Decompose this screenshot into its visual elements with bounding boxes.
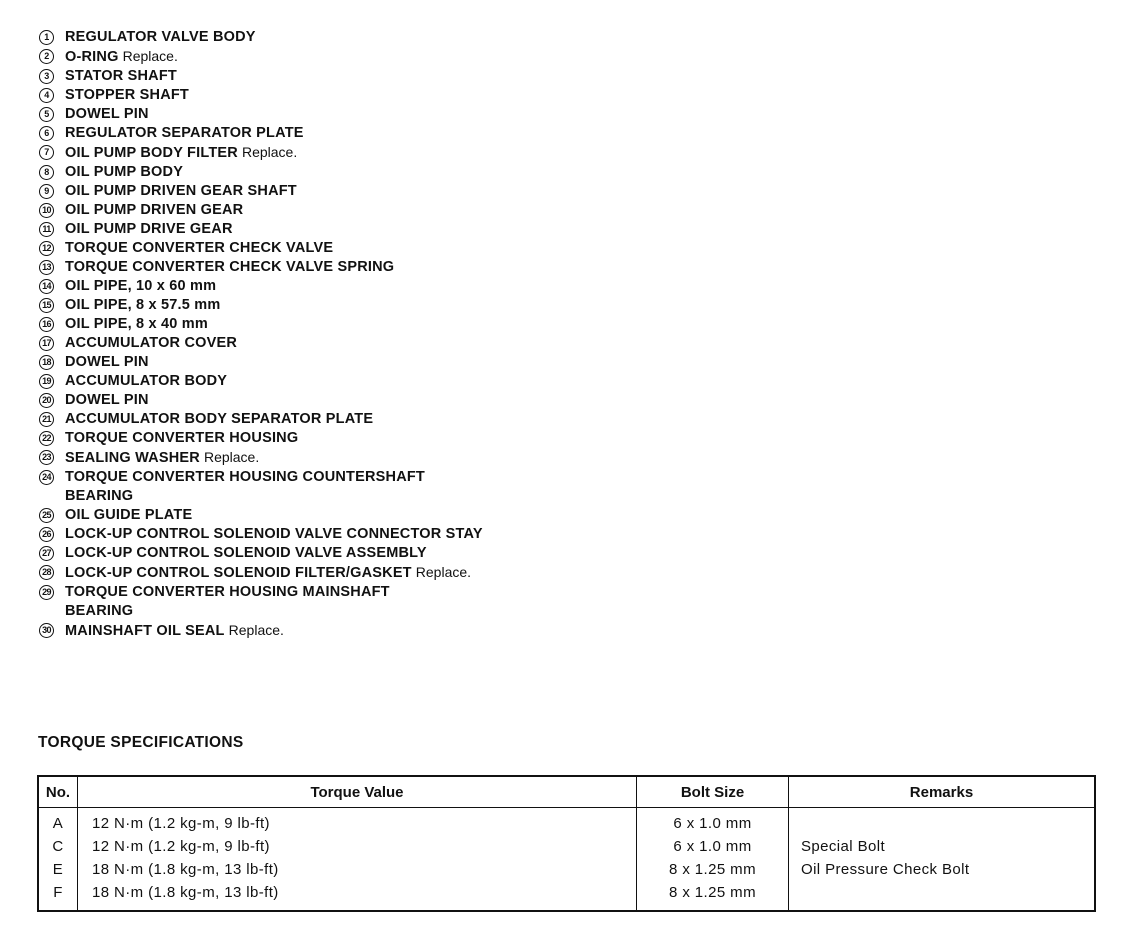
table-header-row	[38, 776, 1095, 808]
part-name: DOWEL PIN	[65, 106, 149, 122]
part-number-badge: 10	[38, 201, 58, 220]
part-item	[38, 391, 518, 410]
part-number-badge: 19	[38, 372, 58, 391]
part-number-badge: 9	[38, 182, 58, 201]
table-row	[38, 858, 1095, 881]
cell-bolt-size: 6 x 1.0 mm	[637, 835, 789, 858]
part-name: OIL PIPE, 10 x 60 mm	[65, 278, 217, 294]
part-name: REGULATOR VALVE BODY	[65, 29, 256, 45]
part-name: OIL PIPE, 8 x 57.5 mm	[65, 297, 221, 313]
cell-no: C	[52, 838, 64, 855]
part-name: OIL PUMP DRIVEN GEAR SHAFT	[65, 183, 297, 199]
part-item	[38, 429, 518, 448]
part-number-badge: 4	[38, 86, 58, 105]
cell-remarks: Special Bolt	[789, 835, 1096, 858]
table-row	[38, 835, 1095, 858]
cell-bolt-size: 8 x 1.25 mm	[637, 881, 789, 911]
torque-specifications-table	[37, 775, 1096, 912]
part-item	[38, 296, 518, 315]
part-name: ACCUMULATOR COVER	[65, 335, 238, 351]
part-item	[38, 239, 518, 258]
part-item	[38, 448, 518, 468]
cell-bolt-size: 8 x 1.25 mm	[637, 858, 789, 881]
part-number-badge: 8	[38, 163, 58, 182]
cell-no: A	[52, 815, 64, 832]
part-item	[38, 67, 518, 86]
part-number-badge: 14	[38, 277, 58, 296]
part-item	[38, 163, 518, 182]
part-item	[38, 506, 518, 525]
cell-torque-value: 12 N·m (1.2 kg-m, 9 lb-ft)	[78, 835, 637, 858]
part-number-badge: 2	[38, 47, 58, 66]
part-item	[38, 315, 518, 334]
part-note: Replace.	[415, 564, 472, 580]
parts-list	[38, 28, 518, 641]
part-number-badge: 11	[38, 220, 58, 239]
part-name: OIL PUMP DRIVEN GEAR	[65, 202, 244, 218]
part-number-badge: 17	[38, 334, 58, 353]
part-number-badge: 20	[38, 391, 58, 410]
part-number-badge: 3	[38, 67, 58, 86]
part-name: TORQUE CONVERTER HOUSING	[65, 430, 299, 446]
part-name: STATOR SHAFT	[65, 68, 177, 84]
cell-torque-value: 18 N·m (1.8 kg-m, 13 lb-ft)	[78, 881, 637, 911]
column-header-remarks: Remarks	[789, 776, 1096, 808]
part-name: MAINSHAFT OIL SEAL	[65, 623, 225, 639]
part-name: REGULATOR SEPARATOR PLATE	[65, 125, 304, 141]
part-number-badge: 29	[38, 583, 58, 602]
part-number-badge: 27	[38, 544, 58, 563]
part-name: OIL PUMP DRIVE GEAR	[65, 221, 233, 237]
part-item	[38, 220, 518, 239]
part-name: TORQUE CONVERTER HOUSING MAINSHAFT BEARING	[65, 584, 390, 619]
part-name: TORQUE CONVERTER CHECK VALVE	[65, 240, 334, 256]
part-name: OIL GUIDE PLATE	[65, 507, 193, 523]
part-number-badge: 22	[38, 429, 58, 448]
part-item	[38, 583, 518, 621]
part-number-badge: 18	[38, 353, 58, 372]
column-header-bolt-size: Bolt Size	[637, 776, 789, 808]
part-item	[38, 47, 518, 67]
part-item	[38, 86, 518, 105]
part-note: Replace.	[122, 48, 178, 64]
part-number-badge: 16	[38, 315, 58, 334]
part-number-badge: 21	[38, 410, 58, 429]
part-name: TORQUE CONVERTER HOUSING COUNTERSHAFT BEARING	[65, 469, 425, 504]
part-item	[38, 621, 518, 641]
part-name: LOCK-UP CONTROL SOLENOID FILTER/GASKET	[65, 565, 412, 581]
part-number-badge: 24	[38, 468, 58, 487]
cell-torque-value: 18 N·m (1.8 kg-m, 13 lb-ft)	[78, 858, 637, 881]
part-item	[38, 525, 518, 544]
part-item	[38, 182, 518, 201]
part-name: DOWEL PIN	[65, 392, 149, 408]
part-name: LOCK-UP CONTROL SOLENOID VALVE CONNECTOR STAY	[65, 526, 483, 542]
cell-remarks: Oil Pressure Check Bolt	[789, 858, 1096, 881]
part-item	[38, 277, 518, 296]
part-number-badge: 30	[38, 621, 58, 640]
part-number-badge: 15	[38, 296, 58, 315]
part-item	[38, 544, 518, 563]
column-header-torque-value: Torque Value	[78, 776, 637, 808]
part-name: LOCK-UP CONTROL SOLENOID VALVE ASSEMBLY	[65, 545, 427, 561]
part-number-badge: 12	[38, 239, 58, 258]
part-item	[38, 28, 518, 47]
part-name: SEALING WASHER	[65, 450, 200, 466]
table-row	[38, 881, 1095, 911]
part-item	[38, 334, 518, 353]
cell-remarks	[789, 808, 1096, 836]
part-item	[38, 410, 518, 429]
part-name: OIL PUMP BODY	[65, 164, 184, 180]
cell-torque-value: 12 N·m (1.2 kg-m, 9 lb-ft)	[78, 808, 637, 836]
part-name: DOWEL PIN	[65, 354, 149, 370]
part-item	[38, 124, 518, 143]
cell-no: F	[53, 884, 63, 901]
part-note: Replace.	[228, 622, 284, 638]
cell-no: E	[52, 861, 64, 878]
part-name: ACCUMULATOR BODY SEPARATOR PLATE	[65, 411, 374, 427]
cell-bolt-size: 6 x 1.0 mm	[637, 808, 789, 836]
part-name: TORQUE CONVERTER CHECK VALVE SPRING	[65, 259, 395, 275]
part-name: O-RING	[65, 49, 119, 65]
part-number-badge: 28	[38, 563, 58, 582]
part-name: OIL PUMP BODY FILTER	[65, 145, 238, 161]
part-item	[38, 372, 518, 391]
part-item	[38, 201, 518, 220]
part-note: Replace.	[241, 144, 298, 160]
part-number-badge: 5	[38, 105, 58, 124]
part-number-badge: 7	[38, 143, 58, 162]
part-name: STOPPER SHAFT	[65, 87, 189, 103]
column-header-no: No.	[38, 776, 78, 808]
part-number-badge: 6	[38, 124, 58, 143]
part-number-badge: 1	[38, 28, 58, 47]
part-number-badge: 23	[38, 448, 58, 467]
part-item	[38, 353, 518, 372]
cell-remarks	[789, 881, 1096, 911]
part-number-badge: 13	[38, 258, 58, 277]
torque-specifications-title: TORQUE SPECIFICATIONS	[38, 734, 244, 751]
part-name: ACCUMULATOR BODY	[65, 373, 228, 389]
part-number-badge: 25	[38, 506, 58, 525]
part-item	[38, 468, 518, 506]
table-row	[38, 808, 1095, 836]
part-item	[38, 105, 518, 124]
part-note: Replace.	[203, 449, 260, 465]
part-name: OIL PIPE, 8 x 40 mm	[65, 316, 208, 332]
part-number-badge: 26	[38, 525, 58, 544]
part-item	[38, 563, 518, 583]
part-item	[38, 143, 518, 163]
part-item	[38, 258, 518, 277]
